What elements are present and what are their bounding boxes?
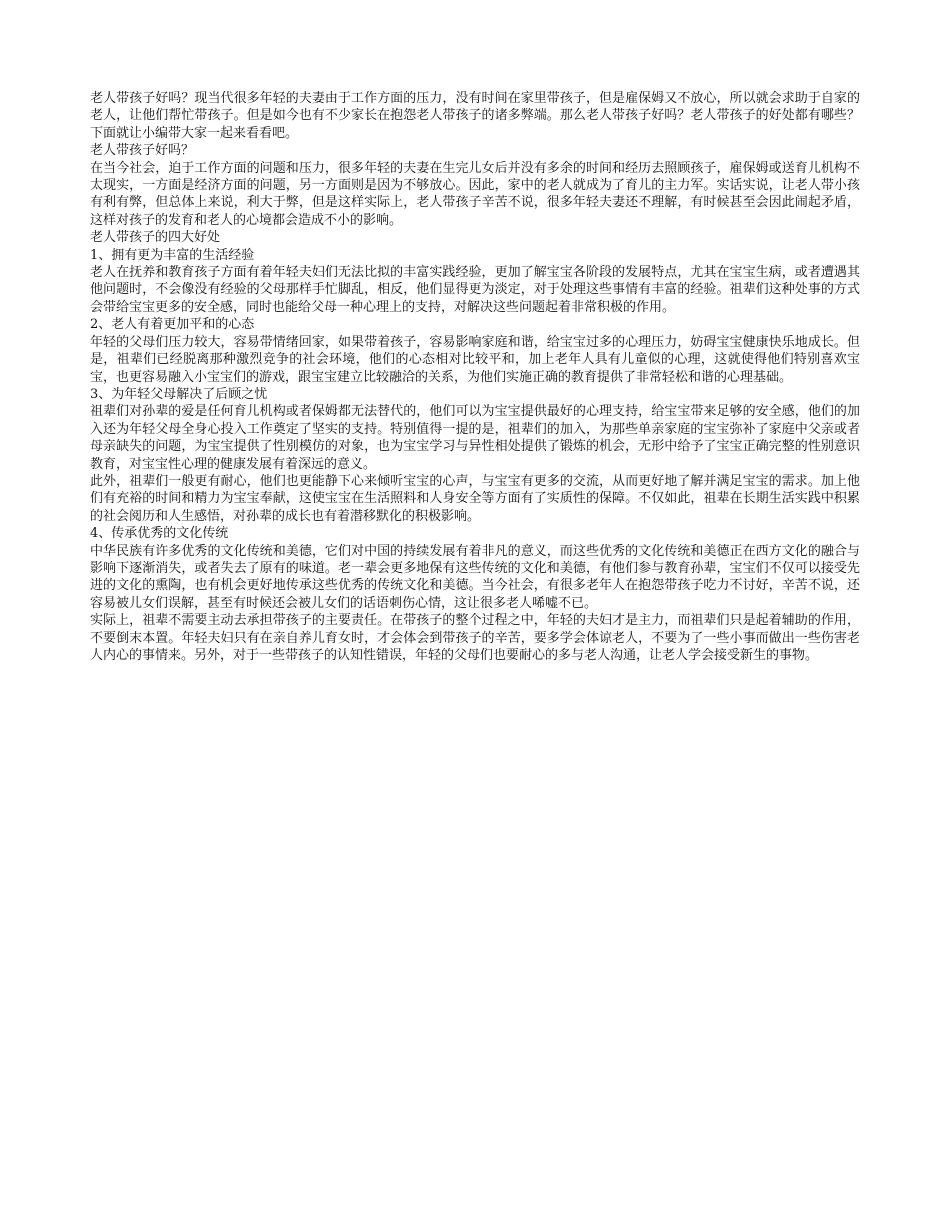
section-paragraph-is-it-good: 在当今社会，迫于工作方面的问题和压力，很多年轻的夫妻在生完儿女后并没有多余的时间和经历去照顾孩子，雇保姆或送育儿机构不太现实，一方面是经济方面的问题，另一方面则是因为不够放心。因此，家中的老人就成为了育儿的主力军。实话实说，让老人带小孩有利有弊，但总体上来说，利大于弊，但是这样实际上，老人带孩子辛苦不说，很多年轻夫妻还不理解，有时候甚至会因此闹起矛盾，这样对孩子的发育和老人的心境都会造成不小的影响。: [90, 160, 860, 228]
section-heading-is-it-good: 老人带孩子好吗？: [90, 143, 195, 159]
benefit-4-heading: 4、传承优秀的文化传统: [90, 526, 229, 542]
section-heading-four-benefits: 老人带孩子的四大好处: [90, 230, 221, 246]
benefit-3-paragraph-2: 此外，祖辈们一般更有耐心，他们也更能静下心来倾听宝宝的心声，与宝宝有更多的交流，从而更好地了解并满足宝宝的需求。加上他们有充裕的时间和精力为宝宝奉献，这使宝宝在生活照料和人身安全等方面有了实质性的保障。不仅如此，祖辈在长期生活实践中积累的社会阅历和人生感悟，对孙辈的成长也有着潜移默化的积极影响。: [90, 473, 860, 524]
benefit-1-paragraph: 老人在抚养和教育孩子方面有着年轻夫妇们无法比拟的丰富实践经验，更加了解宝宝各阶段的发展特点，尤其在宝宝生病，或者遭遇其他问题时，不会像没有经验的父母那样手忙脚乱，相反，他们显得更为淡定，对于处理这些事情有丰富的经验。祖辈们这种处事的方式会带给宝宝更多的安全感，同时也能给父母一种心理上的支持，对解决这些问题起着非常积极的作用。: [90, 265, 860, 315]
conclusion-paragraph: 实际上，祖辈不需要主动去承担带孩子的主要责任。在带孩子的整个过程之中，年轻的夫妇才是主力，而祖辈们只是起着辅助的作用，不要倒末本置。年轻夫妇只有在亲自养儿育女时，才会体会到带孩子的辛苦，要多学会体谅老人，不要为了一些小事而做出一些伤害老人内心的事情来。另外，对于一些带孩子的认知性错误，年轻的父母们也要耐心的多与老人沟通，让老人学会接受新生的事物。: [90, 613, 860, 663]
benefit-2-paragraph: 年轻的父母们压力较大，容易带情绪回家，如果带着孩子，容易影响家庭和谐，给宝宝过多的心理压力，妨碍宝宝健康快乐地成长。但是，祖辈们已经脱离那种激烈竞争的社会环境，他们的心态相对比较平和，加上老年人具有儿童似的心理，这就使得他们特别喜欢宝宝，也更容易融入小宝宝们的游戏，跟宝宝建立比较融洽的关系，为他们实施正确的教育提供了非常轻松和谐的心理基础。: [90, 334, 860, 385]
benefit-2-heading: 2、老人有着更加平和的心态: [90, 317, 255, 333]
document-body: [90, 90, 860, 664]
benefit-3-paragraph-1: 祖辈们对孙辈的爱是任何育儿机构或者保姆都无法替代的，他们可以为宝宝提供最好的心理支持，给宝宝带来足够的安全感，他们的加入还为年轻父母全身心投入工作奠定了坚实的支持。特别值得一提的是，祖辈们的加入，为那些单亲家庭的宝宝弥补了家庭中父亲或者母亲缺失的问题，为宝宝提供了性别模仿的对象，也为宝宝学习与异性相处提供了锻炼的机会，无形中给予了宝宝正确完整的性别意识教育，对宝宝性心理的健康发展有着深远的意义。: [90, 404, 860, 472]
intro-paragraph: 老人带孩子好吗？现当代很多年轻的夫妻由于工作方面的压力，没有时间在家里带孩子，但是雇保姆又不放心，所以就会求助于自家的老人，让他们帮忙带孩子。但是如今也有不少家长在抱怨老人带孩子的诸多弊端。那么老人带孩子好吗？老人带孩子的好处都有哪些？下面就让小编带大家一起来看看吧。: [90, 91, 860, 141]
benefit-1-heading: 1、拥有更为丰富的生活经验: [90, 247, 255, 263]
benefit-4-paragraph: 中华民族有许多优秀的文化传统和美德，它们对中国的持续发展有着非凡的意义，而这些优秀的文化传统和美德正在西方文化的融合与影响下逐渐消失，或者失去了原有的味道。老一辈会更多地保有这些传统的文化和美德，有他们参与教育孙辈，宝宝们不仅可以接受先进的文化的熏陶，也有机会更好地传承这些优秀的传统文化和美德。当今社会，有很多老年人在抱怨带孩子吃力不讨好，辛苦不说，还容易被儿女们误解，甚至有时候还会被儿女们的话语刺伤心情，这让很多老人唏嘘不已。: [90, 543, 860, 611]
benefit-3-heading: 3、为年轻父母解决了后顾之忧: [90, 386, 268, 402]
